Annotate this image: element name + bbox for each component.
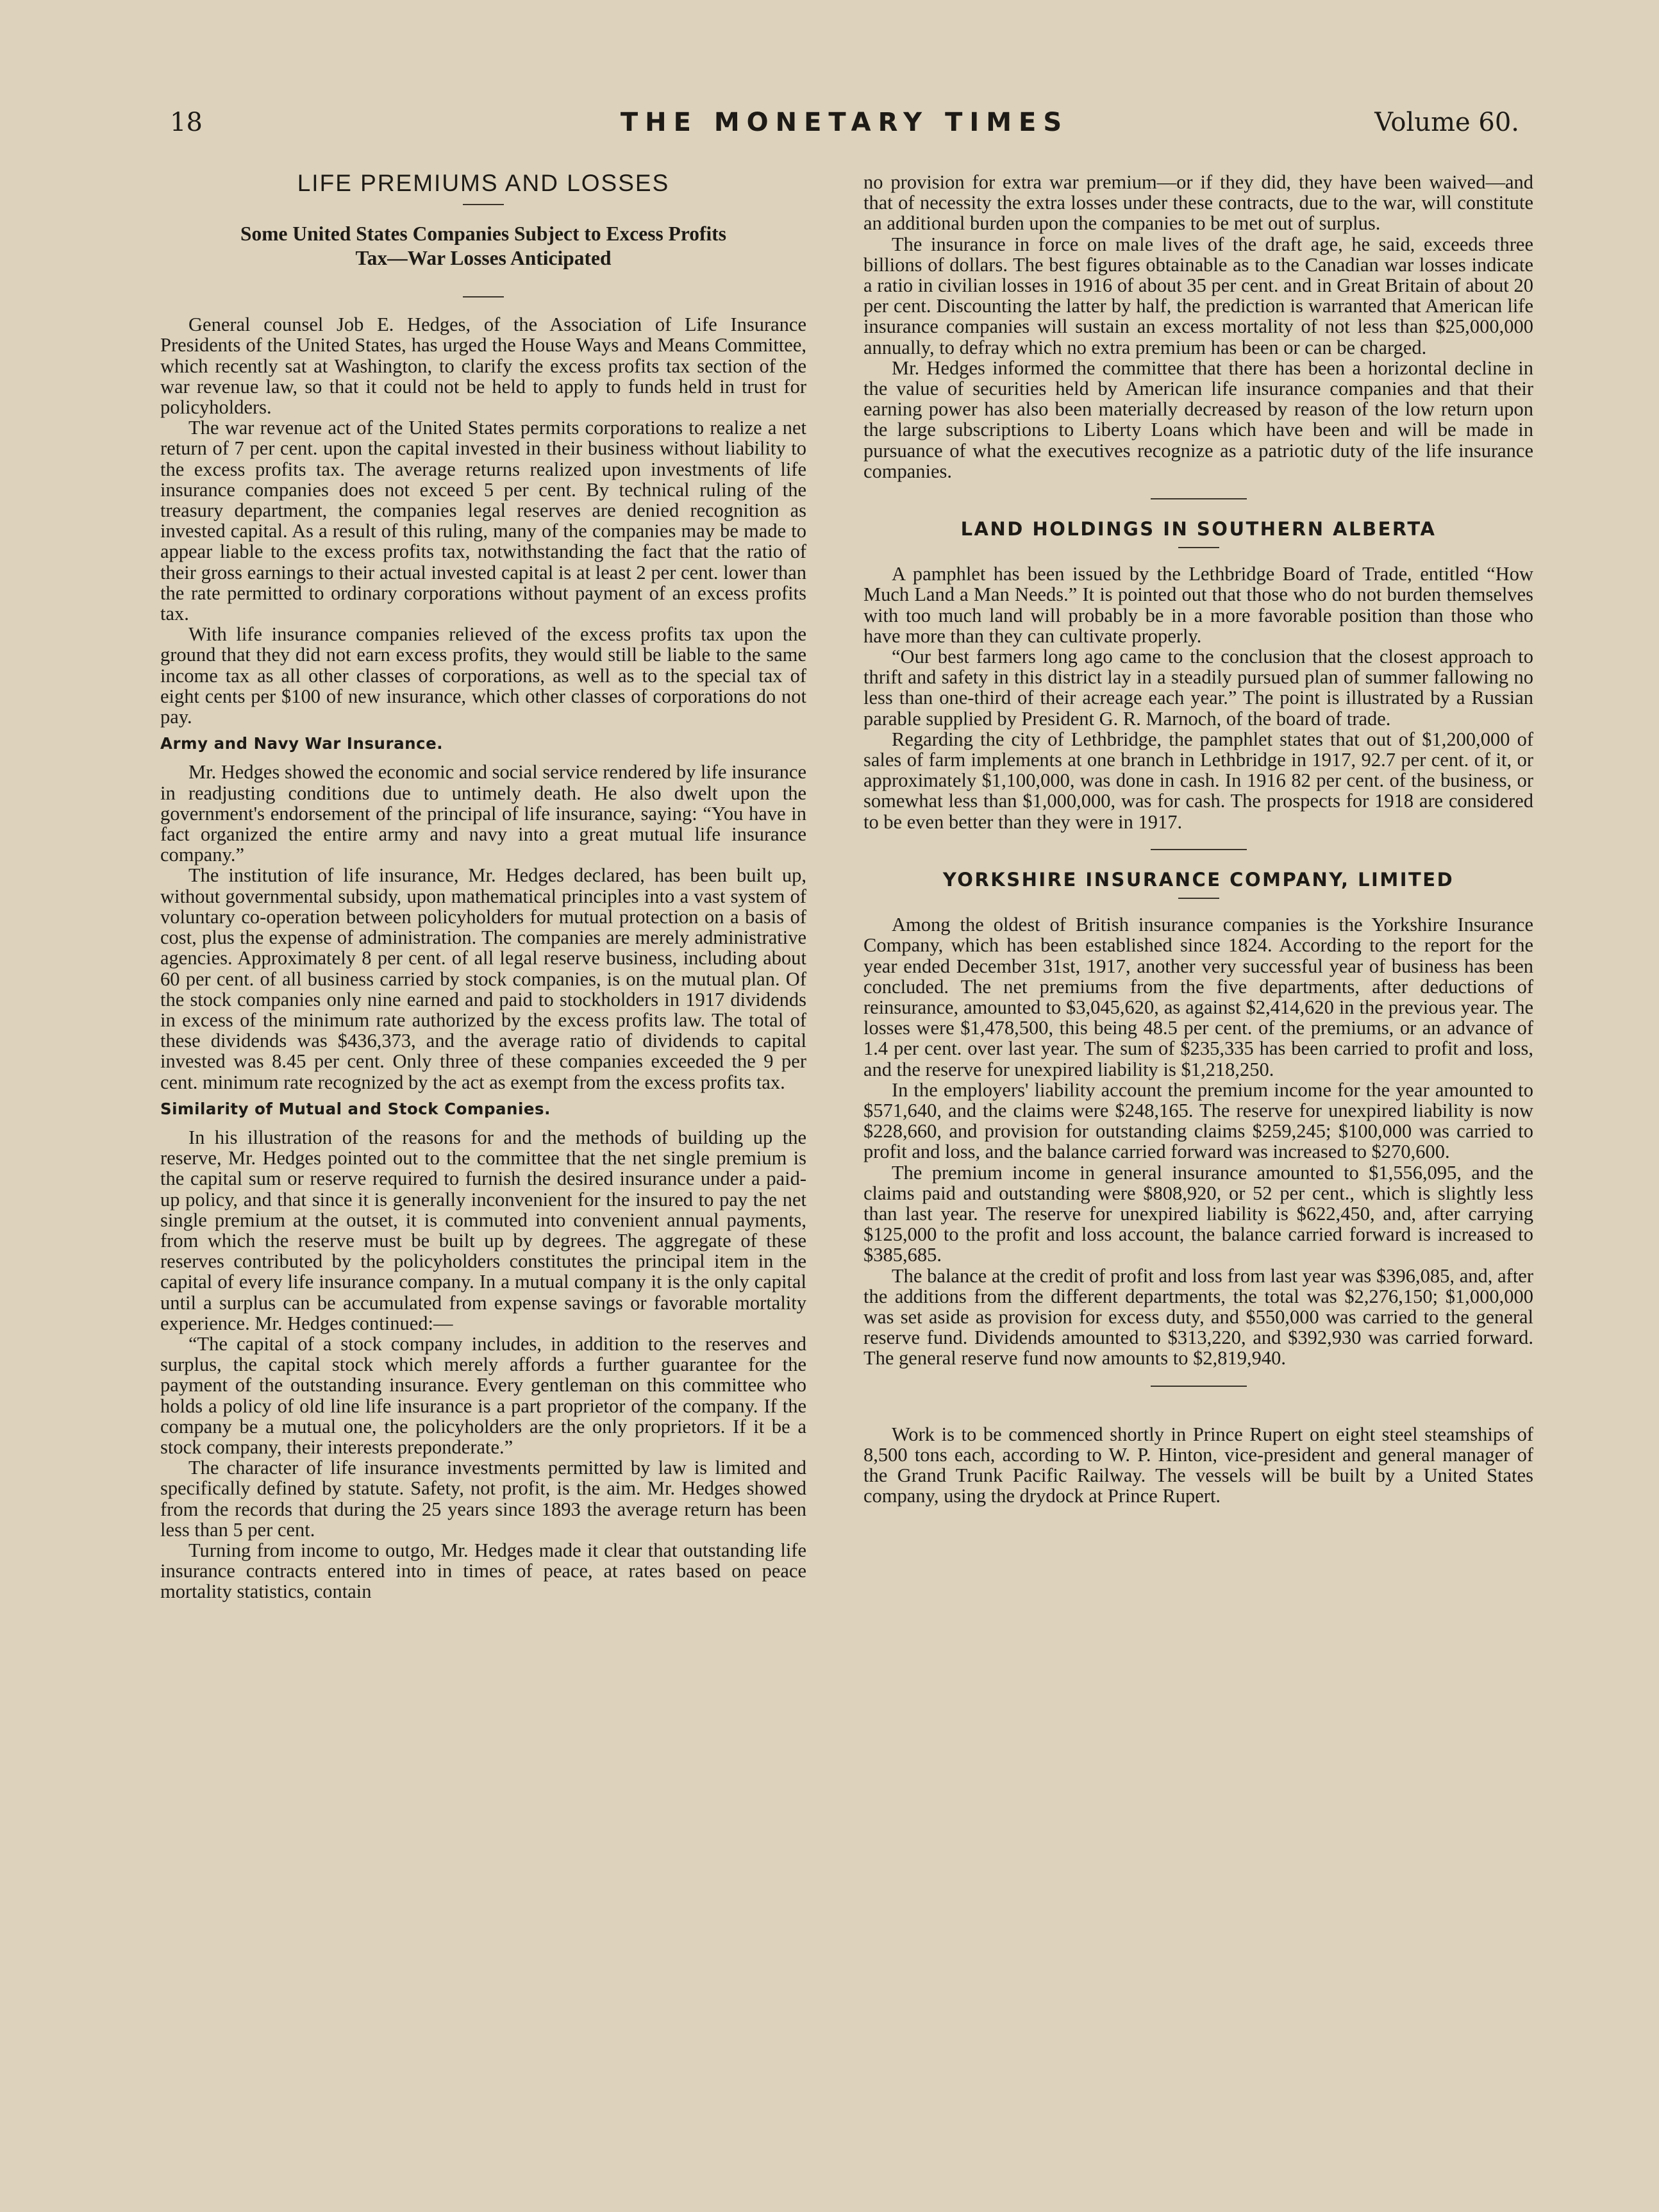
- side-heading-army-navy: Army and Navy War Insurance.: [160, 734, 444, 753]
- journal-title: THE MONETARY TIMES: [620, 108, 1069, 137]
- article-paragraph: The character of life insurance investments permitted by law is limited and specifically defined by statute. Safety, not profit, is the aim. Mr. Hedges showed from the records that during the 25 years since 1893 the average return has been less than 5 per cent.: [160, 1457, 806, 1541]
- yorkshire-title: YORKSHIRE INSURANCE COMPANY, LIMITED: [942, 868, 1455, 891]
- article-paragraph: The insurance in force on male lives of the draft age, he said, exceeds three billions of dollars. The best figures obtainable as to the Canadian war losses indicate a ratio in civilian losses in 1916 of about 35 per cent. and in Great Britain of about 20 per cent. Discounting the latter by half, the prediction is warranted that American life insurance companies will sustain an excess mortality of not less than $25,000,000 annually, to defray which no extra premium has been or can be charged.: [863, 233, 1533, 358]
- spacer: [863, 1406, 1533, 1424]
- article-separator: [1151, 1386, 1247, 1387]
- title-rule: [463, 204, 504, 205]
- article-paragraph: Mr. Hedges showed the economic and social service rendered by life insurance in readjusting conditions due to untimely death. He also dwelt upon the government's endorsement of the principal of life insurance, saying: “You have in fact organized the entire army and navy into a great mutual life insurance company.”: [160, 761, 806, 866]
- article-paragraph: The institution of life insurance, Mr. Hedges declared, has been built up, without governmental subsidy, upon mathematical principles into a vast system of voluntary co-operation between policyholders for mutual protection on a basis of cost, plus the expense of administration. The companies are merely administrative agencies. Approximately 8 per cent. of all legal reserve business, including about 60 per cent. of all business carried by stock companies, is on the mutual plan. Of the stock companies only nine earned and paid to stockholders in 1917 dividends in excess of the minimum rate authorized by the excess profits law. The total of these dividends was $436,373, and the average ratio of dividends to capital invested was 8.45 per cent. Only three of these companies exceeded the 9 per cent. minimum rate recognized by the act as exempt from the excess profits tax.: [160, 864, 806, 1093]
- article-separator: [1151, 498, 1247, 499]
- subtitle-line: Tax—War Losses Anticipated: [355, 247, 612, 270]
- article-paragraph: “The capital of a stock company includes, in addition to the reserves and surplus, the capital stock which merely affords a further guarantee for the payment of the outstanding insurance. Every gentleman on this committee who holds a policy of old line life insurance is a part proprietor of the company. If the company be a mutual one, the policyholders are the only proprietors. If it be a stock company, their interests preponderate.”: [160, 1332, 806, 1458]
- subtitle-rule: [463, 296, 504, 297]
- article-paragraph: no provision for extra war premium—or if they did, they have been waived—and that of necessity the extra losses under these contracts, due to the war, will constitute an additional burden upon the companies to be met out of surplus.: [863, 171, 1533, 235]
- article-paragraph: “Our best farmers long ago came to the conclusion that the closest approach to thrift and safety in this district lay in a steadily pursued plan of summer fallowing no less than one-third of their acreage each year.” The point is illustrated by a Russian parable supplied by President G. R. Marnoch, of the board of trade.: [863, 646, 1533, 730]
- volume-label: Volume 60.: [1374, 108, 1519, 137]
- life-premiums-subtitle: [218, 222, 749, 271]
- subtitle-line: Some United States Companies Subject to Excess Profits: [240, 222, 726, 246]
- article-paragraph: The premium income in general insurance amounted to $1,556,095, and the claims paid and outstanding were $808,920, or 52 per cent., which is slightly less than last year. The reserve for unexpired liability is $622,450, and, after carrying $125,000 to the profit and loss account, the balance carried forward is increased to $385,685.: [863, 1161, 1533, 1266]
- article-separator: [1151, 849, 1247, 850]
- left-column: [160, 172, 806, 1602]
- article-paragraph: The war revenue act of the United States permits corporations to realize a net return of 7 per cent. upon the capital invested in their business without liability to the excess profits tax. The average returns realized upon investments of life insurance companies does not exceed 5 per cent. By technical ruling of the treasury department, the companies legal reserves are denied recognition as invested capital. As a result of this ruling, many of the companies may be made to appear liable to the excess profits tax, notwithstanding the fact that the ratio of their gross earnings to their actual invested capital is at least 2 per cent. lower than the rate permitted to ordinary corporations without payment of an excess profits tax.: [160, 417, 806, 625]
- page-header: [170, 108, 1519, 147]
- right-column: [863, 172, 1533, 1506]
- side-heading-mutual-stock: Similarity of Mutual and Stock Companies.: [160, 1099, 551, 1118]
- article-paragraph: In his illustration of the reasons for and the methods of building up the reserve, Mr. Hedges pointed out to the committee that the net single premium is the capital sum or reserve required to furnish the desired insurance under a paid-up policy, and that since it is generally inconvenient for the insured to pay the net single premium at the outset, it is commuted into convenient annual payments, from which the reserve must be built up by degrees. The aggregate of these reserves contributed by the policyholders constitutes the principal item in the capital of every life insurance company. In a mutual company it is the only capital until a surplus can be accumulated from expense savings or favorable mortality experience. Mr. Hedges continued:—: [160, 1126, 806, 1334]
- article-paragraph: The balance at the credit of profit and loss from last year was $396,085, and, after the additions from the different departments, the total was $2,276,150; $1,000,000 was set aside as provision for excess duty, and $550,000 was carried to the general reserve fund. Dividends amounted to $313,220, and $392,930 was carried forward. The general reserve fund now amounts to $2,819,940.: [863, 1264, 1533, 1370]
- title-rule: [1178, 898, 1219, 899]
- page-number: 18: [170, 108, 203, 137]
- life-premiums-title: LIFE PREMIUMS AND LOSSES: [297, 170, 670, 196]
- article-paragraph: In the employers' liability account the premium income for the year amounted to $571,640, and the claims were $248,165. The reserve for unexpired liability is now $228,660, and provision for outstanding claims $259,245; $100,000 was carried to profit and loss, and the balance carried forward was increased to $270,600.: [863, 1078, 1533, 1163]
- article-paragraph: Turning from income to outgo, Mr. Hedges made it clear that outstanding life insurance contracts entered into in times of peace, at rates based on peace mortality statistics, contain: [160, 1539, 806, 1603]
- article-paragraph: Among the oldest of British insurance companies is the Yorkshire Insurance Company, which has been established since 1824. According to the report for the year ended December 31st, 1917, another very successful year of business has been concluded. The net premiums from the five departments, after deductions of reinsurance, amounted to $3,045,620, as against $2,414,620 in the previous year. The losses were $1,478,500, this being 48.5 per cent. of the premiums, or an advance of 1.4 per cent. over last year. The sum of $235,335 has been carried to profit and loss, and the reserve for unexpired liability is $1,218,250.: [863, 914, 1533, 1080]
- article-paragraph: General counsel Job E. Hedges, of the Association of Life Insurance Presidents of the United States, has urged the House Ways and Means Committee, which recently sat at Washington, to clarify the excess profits tax section of the war revenue law, so that it could not be held to apply to funds held in trust for policyholders.: [160, 314, 806, 419]
- land-holdings-title: LAND HOLDINGS IN SOUTHERN ALBERTA: [960, 518, 1437, 540]
- article-paragraph: A pamphlet has been issued by the Lethbridge Board of Trade, entitled “How Much Land a Man Needs.” It is pointed out that those who do not burden themselves with too much land will probably be in a more favorable position than those who have more than they can cultivate properly.: [863, 563, 1533, 647]
- article-paragraph: Work is to be commenced shortly in Prince Rupert on eight steel steamships of 8,500 tons each, according to W. P. Hinton, vice-president and general manager of the Grand Trunk Pacific Railway. The vessels will be built by a United States company, using the drydock at Prince Rupert.: [863, 1423, 1533, 1507]
- title-rule: [1178, 547, 1219, 548]
- article-paragraph: With life insurance companies relieved of the excess profits tax upon the ground that they did not earn excess profits, they would still be liable to the same income tax as all other classes of corporations, as well as to the special tax of eight cents per $100 of new insurance, which other classes of corporations do not pay.: [160, 623, 806, 728]
- article-paragraph: Mr. Hedges informed the committee that there has been a horizontal decline in the value of securities held by American life insurance companies and that their earning power has also been materially decreased by reason of the low return upon the large subscriptions to Liberty Loans which have been and will be made in pursuance of what the executives recognize as a patriotic duty of the life insurance companies.: [863, 356, 1533, 482]
- article-paragraph: Regarding the city of Lethbridge, the pamphlet states that out of $1,200,000 of sales of farm implements at one branch in Lethbridge in 1917, 92.7 per cent. of it, or approximately $1,100,000, was done in cash. In 1916 82 per cent. of the business, or somewhat less than $1,000,000, was for cash. The prospects for 1918 are considered to be even better than they were in 1917.: [863, 728, 1533, 833]
